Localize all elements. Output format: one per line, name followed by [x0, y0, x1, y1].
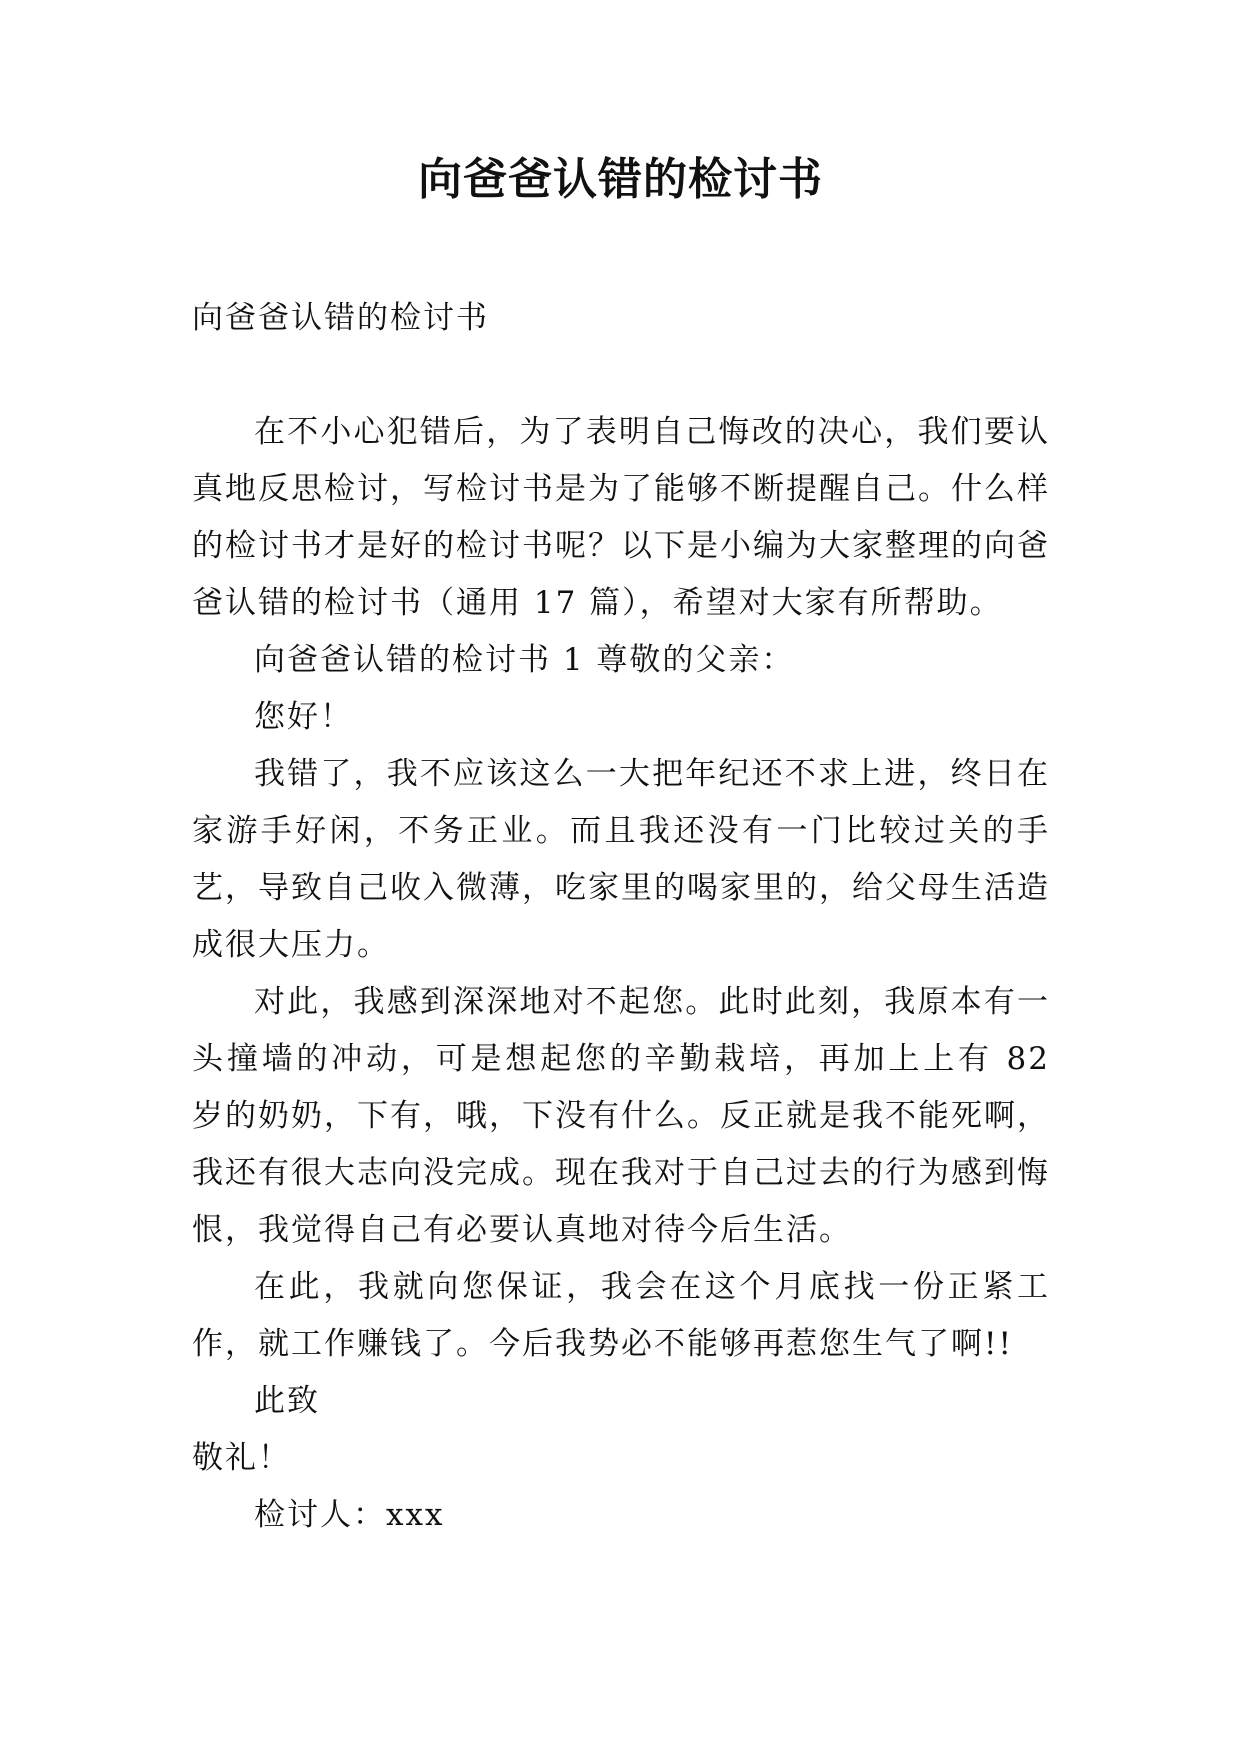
- body-paragraph: 在此，我就向您保证，我会在这个月底找一份正紧工作，就工作赚钱了。今后我势必不能够再惹您生气了啊!!: [192, 1269, 1050, 1362]
- body-paragraph: 我错了，我不应该这么一大把年纪还不求上进，终日在家游手好闲，不务正业。而且我还没有一门比较过关的手艺，导致自己收入微薄，吃家里的喝家里的，给父母生活造成很大压力。: [192, 756, 1050, 963]
- signature-line: 检讨人：xxx: [254, 1497, 445, 1533]
- intro-paragraph: 在不小心犯错后，为了表明自己悔改的决心，我们要认真地反思检讨，写检讨书是为了能够不断提醒自己。什么样的检讨书才是好的检讨书呢？以下是小编为大家整理的向爸爸认错的检讨书（通用 17 篇），希望对大家有所帮助。: [192, 414, 1050, 621]
- document-body: [192, 290, 1050, 1544]
- document-subtitle: 向爸爸认错的检讨书: [192, 300, 489, 336]
- greeting: 您好！: [254, 699, 353, 735]
- closing-phrase: 此致: [254, 1383, 320, 1419]
- body-paragraph: 对此，我感到深深地对不起您。此时此刻，我原本有一头撞墙的冲动，可是想起您的辛勤栽培，再加上上有 82 岁的奶奶，下有，哦，下没有什么。反正就是我不能死啊，我还有很大志向没完成。现在我对于自己过去的行为感到悔恨，我觉得自己有必要认真地对待今后生活。: [192, 984, 1050, 1248]
- letter-heading: 向爸爸认错的检讨书 1 尊敬的父亲：: [254, 642, 795, 678]
- document-title: 向爸爸认错的检讨书: [418, 154, 823, 205]
- closing-salute: 敬礼！: [192, 1440, 291, 1476]
